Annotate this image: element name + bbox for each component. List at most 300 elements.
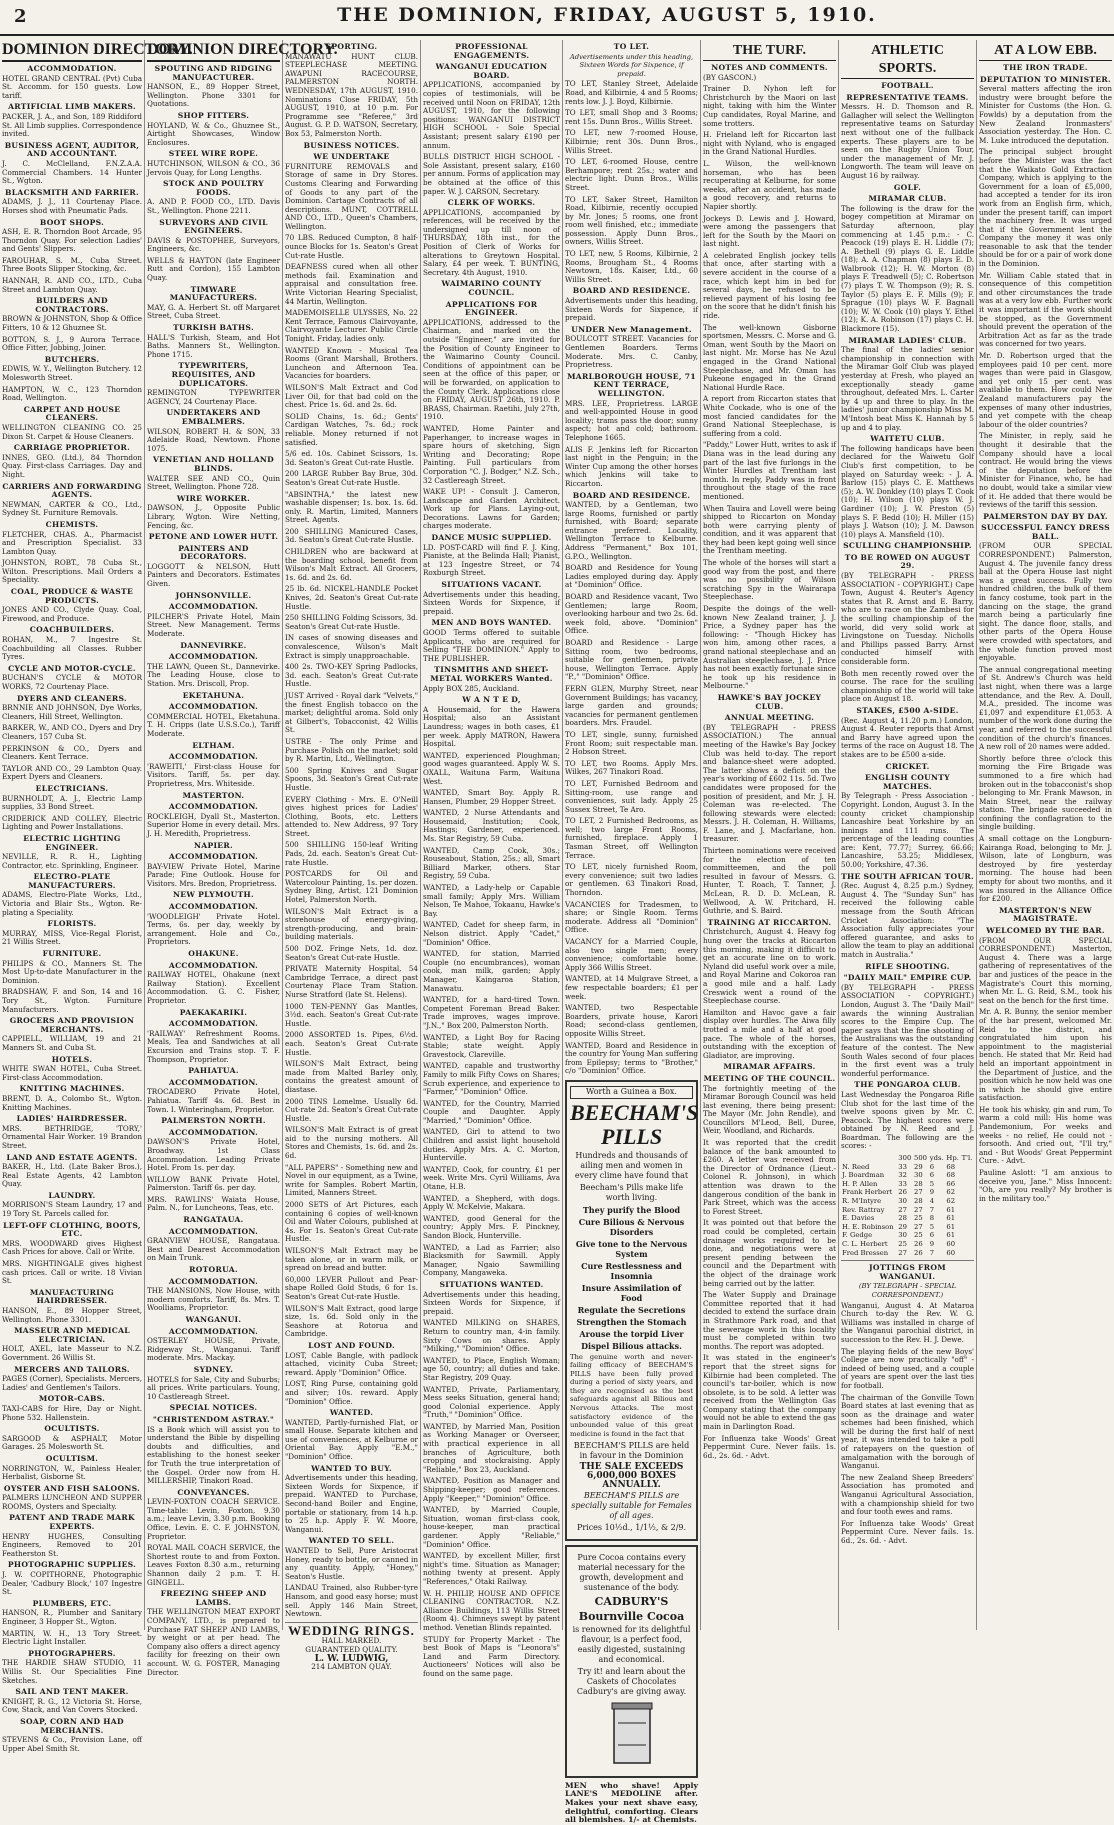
table-row bbox=[841, 1163, 974, 1172]
entry-heading: STEEL WIRE ROPE. bbox=[168, 149, 259, 159]
score-cell: 27 bbox=[898, 1205, 907, 1214]
entry-text: The principal subject brought before the Minister was the fact that the Waikato Gold Extraction Company, which is applying to the Government for a loan of £5,000, had accepted a tender for its iron work from an English firm, which, under the present tariff, can import the machinery free. It was urged that if the Government lent the Company the money it was only reasonable to ask that the tender should be for or a pair of work done in the Dominion. bbox=[979, 147, 1112, 269]
entry-text: HUTCHINSON, WILSON & CO., 36 Jervois Quay, for Long Lengths. bbox=[147, 158, 280, 177]
entry-heading: FURNITURE. bbox=[42, 949, 102, 959]
wedding-rings-title: WEDDING RINGS. bbox=[288, 1622, 415, 1638]
entry-text: 2000 ASSORTED 1s. Pipes, 6½d. each. Seaton's Great Cut-rate Hustle. bbox=[285, 1030, 418, 1057]
entry-text: (Rec. August 4, 11.20 p.m.) London, August 4. Reuter reports that Arnst and Barry have agreed upon the terms of the race on August 18. The stakes are to be £500 a-side. bbox=[841, 715, 974, 759]
entry-text: ADAMS, Electro-Plate Works, Ltd., Victoria and Blair Sts., Wgton. Re-plating a Speciality. bbox=[2, 890, 142, 917]
entry-heading: PALMERSTON NORTH. bbox=[161, 1116, 266, 1126]
entry-text: W. H. PHILIP, HOUSE AND OFFICE CLEANING CONTRACTOR. N.Z. Alliance Buildings, 113 Willis Street (Room 4). Chimneys swept by patent method. Venetian Blinds repainted. bbox=[423, 1588, 560, 1632]
entry-text: INNES, GEO. (Ltd.), 84 Thorndon Quay. First-class Carriages. Day and Night. bbox=[2, 452, 142, 479]
entry-text: WANTED, experienced Ploughman; good wages guaranteed. Apply W. S. OXALL, Waituna Farm, Waituna West. bbox=[423, 750, 560, 786]
entry-text: LOGGOTT & NELSON, Hutt Painters and Decorators. Estimates Given. bbox=[147, 561, 280, 589]
entry-text: ASH, E. R. Thorndon Boot Arcade, 95 Thorndon Quay. For selection Ladies' and Gents' Slippers. bbox=[2, 227, 142, 254]
entry-heading: SITUATIONS VACANT. bbox=[441, 580, 542, 590]
score-cell: 7 bbox=[929, 1205, 935, 1214]
entry-heading: ACCOMMODATION. bbox=[168, 852, 259, 862]
entry-heading: TYPEWRITERS, REQUISITES, AND DUPLICATORS. bbox=[171, 361, 256, 388]
entry-text: TO LET, 6-roomed House, centre Berhampore; rent 25s.; water and electric light. Dunn Bros., Willis Street. bbox=[565, 157, 698, 192]
entry-text: BURNHOLDT, A. J., Electric Lamp supplies, 33 Bond Street. bbox=[2, 793, 142, 812]
score-cell: 25 bbox=[898, 1240, 907, 1248]
section-intro: Advertisements under this heading, Sixteen Words for Sixpence, if prepaid. bbox=[569, 52, 694, 78]
entry-text: WALTER SEE AND CO., Quin Street, Wellington. Phone 728. bbox=[147, 473, 280, 492]
entry-heading: LEFT-OFF CLOTHING, BOOTS, ETC. bbox=[3, 1220, 141, 1239]
entry-text: MARTIN, W. H., 13 Tory Street. Electric Light Installer. bbox=[2, 1628, 142, 1647]
entry-text: WANTED, Partly-furnished Flat, or small House. Separate kitchen and use of conveniences, at Kelburne or Oriental Bay. Apply "E.M.," "Dominion" Office. bbox=[285, 1417, 418, 1462]
score-cell: 6 bbox=[929, 1162, 935, 1171]
entry-text: BROWN & JOHNSTON, Shop & Office Fitters, 10 & 12 Ghuznee St. bbox=[2, 314, 142, 333]
entry-text: 25 lb. 6d. NICKEL-HANDLE Pocket Knives, 2d. Seaton's Great Cut-rate Hustle. bbox=[285, 584, 418, 611]
entry-text: 1000 TEN-PENNY Gas Mantles, 3½d. each. Seaton's Great Cut-rate Hustle. bbox=[285, 1001, 418, 1028]
entry-text: WANTED, for a hard-tired Town. Competent Foreman Bread Baker. Trade improves, wages improve. "J.N.," Box 200, Palmerston North. bbox=[423, 995, 560, 1030]
entry-heading: CARPET AND HOUSE CLEANERS. bbox=[23, 404, 121, 423]
entry-text: WANTED, Private, Parliamentary, Mess seeks Situation, general hand; good Colonial experience. Apply "Truth," "Dominion" Office. bbox=[423, 1384, 560, 1420]
entry-text: PAGES (Corner), Specialists. Mercers, Ladies' and Gentlemen's Tailors. bbox=[2, 1374, 142, 1392]
entry-heading: COACHBUILDERS. bbox=[29, 625, 115, 635]
cadbury-line: Bournville Cocoa bbox=[578, 1610, 685, 1624]
entry-text: It was stated in the engineer's report that the street signs for Kilbirnie had been completed. The council's tar-boiler, which is now obsolete, is to be sold. A letter was received from the Wellington Gas Company stating that the company would not be able to extend the gas main in Darlington Road. bbox=[703, 1353, 836, 1432]
entry-heading: ACCOMMODATION. bbox=[27, 64, 117, 73]
entry-heading: MASTERTON'S NEW MAGISTRATE. bbox=[999, 905, 1092, 924]
entry-text: A small cottage on the Longburn-Kairanga Road, belonging to Mr. J. Wilson, late of Longburn, was destroyed by fire yesterday morning. The house had been empty for about two months, and it was insured in the Alliance Office for £200. bbox=[979, 834, 1112, 904]
entry-text: BOARD and Residence - Large Sitting room, two bedrooms, suitable for gentlemen, private house, Wellington Terrace. Apply "P.," "Dominion" Office. bbox=[565, 638, 698, 682]
ads-list bbox=[285, 53, 418, 1619]
entry-heading: SURVEYORS AND CIVIL ENGINEERS. bbox=[159, 217, 268, 236]
entry-text: The Minister, in reply, said he thought it desirable that the Company should have a local contract. He would bring the views of the deputation before the Minister for Finance, who, he had no doubt, would take a similar view of it. He added that there would be reviews of the tariff this session. bbox=[979, 431, 1112, 510]
entry-text: EDWIS, W. Y., Wellington Butchery. 12 Molesworth Street. bbox=[2, 364, 142, 382]
entry-heading: BOARD AND RESIDENCE. bbox=[572, 286, 691, 296]
entry-text: BUCHAN'S CYCLE & MOTOR WORKS, 72 Courtenay Place. bbox=[2, 673, 142, 691]
entry-text: JONES AND CO., Clyde Quay. Coal, Firewood, and Produce. bbox=[2, 605, 142, 623]
entry-text: 200 LARGE Rubber Bay Brue, 30d. Seaton's Great Cut-rate Hustle. bbox=[285, 469, 418, 487]
entry-heading: ANNUAL MEETING. bbox=[724, 713, 815, 723]
entry-heading: W A N T E D, bbox=[462, 695, 521, 705]
entry-heading: LAND AND ESTATE AGENTS. bbox=[6, 1152, 138, 1162]
entry-text: (Rec. August 4, 8.25 p.m.) Sydney, August 4. The "Sunday Sun" has received the following cable message from the South African Cricket Association: "The Association fully appreciates your offered guarantee, and asks to allow the team to play an additional match in Australia." bbox=[841, 881, 974, 959]
entry-text: TO LET, Stanley Street, Adelaide Road, and Kilbirnie, 4 and 5 Rooms; rents low. J. J. Boyd, Kilbirnie. bbox=[565, 79, 698, 106]
entry-text: WELLS & HAYTON (late Engineer Rutt and Cordon), 155 Lambton Quay. bbox=[147, 255, 280, 283]
entry-heading: TRAINING AT RICCARTON. bbox=[707, 917, 832, 927]
beecham-line: Give tone to the Nervous System bbox=[575, 1238, 688, 1259]
entry-text: WANTED, capable and trustworthy Family to milk Fifty Cows on Shares; Scrub experience, and experience to "Farmer," "Dominion" Office. bbox=[423, 1061, 560, 1097]
entry-heading: ROTORUA. bbox=[189, 1265, 238, 1275]
entry-heading: TO BE ROWED ON AUGUST 29. bbox=[844, 552, 971, 571]
entry-text: WANTED, two Respectable Boarders, private house, Karori Road; second-class gentlemen, opposite Willis Street. bbox=[565, 1003, 698, 1038]
entry-text: HAMPTON, W. C., 123 Thorndon Road, Wellington. bbox=[2, 384, 142, 403]
jotting-paragraph: The playing fields of the new Boys' College are now practically "off" - indeed of being used, and a couple of years are spent over the last ties for football. bbox=[841, 1346, 974, 1390]
entry-heading: WANTED TO BUY. bbox=[311, 1463, 392, 1473]
entry-heading: WANTED TO SELL. bbox=[308, 1536, 395, 1546]
entry-text: Despite the doings of the well-known New Zealand trainer, J. J. Price, a Sydney paper has the following: - "Though Hickey has won him, among other races, a grand national steeplechase and an Australian steeplechase, J. J. Price has not been exactly fortunate since he took up his residence in Melbourne." bbox=[703, 604, 836, 691]
entry-text: IS a Book which will assist you to understand the Bible by dispelling doubts and difficulties, and establishing to the honest seeker for Truth the true interpretation of the Gospel. Order now from H. MILLERSHIP, Tinakori Road. bbox=[147, 1424, 280, 1486]
entry-text: WANTED, a Lad as Farrier; also Blacksmith for Sawmill. Apply Manager, Ngaio Sawmilling Company, Mangaweka. bbox=[423, 1242, 560, 1278]
score-cell: 30 bbox=[914, 1171, 923, 1180]
athletic-list bbox=[841, 82, 974, 1151]
beecham-line: Dispel Bilious attacks. bbox=[581, 1340, 682, 1351]
entry-text: FERN GLEN, Murphy Street, near Government Buildings; has vacancy, large garden and grounds; vacancies for permanent gentlemen boarders. Mrs. Fraudel. bbox=[565, 683, 698, 728]
entry-text: Christchurch, August 4. Heavy fog hung over the tracks at Riccarton this morning, making it difficult to get an accurate line on to work. Nyland did useful work over a mile, and Royal Marine and Cokoroa ran a good mile and a half. Lady Creswick went a round of the Steeplechase course. bbox=[703, 927, 836, 1006]
entry-heading: FLORISTS. bbox=[47, 919, 97, 929]
entry-text: WANTED MILKING on SHARES, Return to country man, 4-in family. Sixty Cows on shares. Apply "Milking," "Dominion" Office. bbox=[423, 1318, 560, 1354]
entry-text: ROHAN, M., 7 Ingestre St. Coachbuilding all Classes. Rubber Tyres. bbox=[2, 635, 142, 662]
entry-text: VACANCY for a Married Couple, also two single men; every convenience; comfortable home. Apply 366 Willis Street. bbox=[565, 937, 698, 972]
entry-text: ROCKLEIGH, Dyall St., Masterton. Superior Home in every detail. Mrs. J. H. Meredith, Proprietress. bbox=[147, 811, 280, 838]
entry-text: WILSON'S Malt Extract and Cod Liver Oil, for that bad cold on the chest. Price 1s. 6d. and 2s. 6d. bbox=[285, 382, 418, 410]
table-row bbox=[841, 1180, 974, 1189]
entry-text: J. W. COPITHORNE, Photographic Dealer, 'Cadbury Block,' 107 Ingestre St. bbox=[2, 1570, 142, 1597]
entry-heading: OHAKUNE. bbox=[188, 949, 239, 959]
entry-text: Shortly before three o'clock this morning the Fire Brigade was summoned to a fire which had broken out in the tobacconist's shop belonging to Mr. Frank Mawson, in Main Street, near the railway station. The brigade succeeded in confining the conflagration to the single building. bbox=[979, 753, 1112, 832]
entry-heading: NOTES AND COMMENTS. bbox=[711, 63, 828, 72]
entry-heading: SCULLING CHAMPIONSHIP. bbox=[843, 541, 972, 551]
entry-text: BARKER, W., AND CO., Dyers and Dry Cleaners, 157 Cuba St. bbox=[2, 723, 142, 741]
entry-text: (FROM OUR SPECIAL CORRESPONDENT.) Masterton, August 4. There was a large gathering of representatives of the bar and justices of the peace in the Magistrate's Court this morning, when Mr. L. G. Reid, S.M., took his seat on the bench for the first time. bbox=[979, 935, 1112, 1005]
wedding-rings-addr: 214 LAMBTON QUAY. bbox=[311, 1662, 392, 1672]
table-row bbox=[841, 1249, 974, 1258]
entry-heading: DYERS AND CLEANERS. bbox=[17, 693, 127, 703]
entry-text: WILSON'S Malt Extract, good large size, 1s. 6d. Sold only in the Seashore at Rotorua and Cambridge. bbox=[285, 1303, 418, 1339]
entry-heading: RIFLE SHOOTING. bbox=[865, 961, 950, 971]
entry-heading: ELECTRO-PLATE MANUFACTURERS. bbox=[28, 872, 116, 890]
column-to-let bbox=[563, 40, 701, 1825]
entry-text: Mr. William Cable stated that in consequence of this competition and other circumstances the trade was at a very low ebb. Further work it was important if the work should be stopped, as the Government should prevent the operation of the Arbitration Act as far as the trade was concerned for two years. bbox=[979, 270, 1112, 349]
entry-text: LOST, Cable Bangle, with padlock attached, vicinity Cuba Street; reward. Apply "Dominion" Office. bbox=[285, 1350, 418, 1377]
entry-text: BAY-VIEW Private Hotel, Marine Parade; Fine Outlook. House for Visitors. Mrs. Bredon, Proprietress. bbox=[147, 861, 280, 888]
entry-text: NEVILLE, R. R. H., Lighting Contractor, etc. Sprinkling, Engineer. bbox=[2, 852, 142, 870]
score-cell: 27 bbox=[898, 1248, 907, 1257]
entry-text: 500 SHILLING 150-leaf Writing Pads, 2d. each. Seaton's Great Cut-rate Hustle. bbox=[285, 840, 418, 867]
entry-heading: LADIES' HAIRDRESSER. bbox=[16, 1114, 128, 1124]
entry-heading: "CHRISTENDOM ASTRAY." bbox=[152, 1414, 275, 1424]
entry-heading: TINSMITHS AND SHEET-METAL WORKERS Wanted. bbox=[430, 665, 553, 683]
score-cell: Fred Bressen bbox=[842, 1248, 889, 1257]
score-cell: 29 bbox=[914, 1162, 923, 1171]
entry-text: WANTED, at 14 Mulgrave Street, a few respectable boarders; £1 per week. bbox=[565, 974, 698, 1001]
entry-heading: ACCOMMODATION. bbox=[168, 1127, 259, 1137]
entry-text: For Influenza take Woods' Great Peppermint Cure. Never fails. 1s. 6d., 2s. 6d. - Advt. bbox=[703, 1433, 836, 1460]
wedding-rings-sub2: GUARANTEED QUALITY. bbox=[305, 1644, 398, 1654]
entry-text: STEVENS & Co., Provision Lane, off Upper Abel Smith St. bbox=[2, 1735, 142, 1753]
entry-text: WANTED, good General for the country; Apply Mrs. F. Pinckney, Sandon Block, Hunterville. bbox=[423, 1213, 560, 1240]
entry-text: PALMERS LUNCHEON AND SUPPER ROOMS, Oysters and Specialty. bbox=[2, 1493, 142, 1511]
beecham-line: Beecham's Pills make life worth living. bbox=[579, 1182, 684, 1202]
entry-heading: APPLICATIONS FOR ENGINEER. bbox=[445, 299, 538, 318]
entry-heading: SITUATIONS WANTED. bbox=[439, 1279, 544, 1289]
entry-text: KNIGHT, R. G., 12 Victoria St. Horse, Cow, Stack, and Van Covers Stocked. bbox=[2, 1696, 142, 1715]
entry-text: DAVIS & POSTOPHEE, Surveyors, Engineers, &c. bbox=[147, 235, 280, 254]
entry-text: COMMERCIAL HOTEL, Eketahuna. T. H. Cripps (late U.S.S.Co.), Tariff Moderate. bbox=[147, 711, 280, 738]
entry-text: TROCADERO Private Hotel, Pahiatua. Tariff 4s. 6d. Best in Town. I. Winteringham, Proprietor. bbox=[147, 1087, 280, 1114]
entry-text: 500 Spring Knives and Sugar Spoons, 3d. Seaton's Great Cut-rate Hustle. bbox=[285, 765, 418, 792]
entry-heading: CHEMISTS. bbox=[45, 519, 99, 529]
entry-text: MRS. WOODWARD gives Highest Cash Prices for above. Call or Write. bbox=[2, 1238, 142, 1257]
entry-heading: MEETING OF THE COUNCIL. bbox=[703, 1073, 836, 1083]
entry-heading: ACCOMMODATION. bbox=[168, 602, 259, 612]
news-list bbox=[979, 64, 1112, 1203]
beecham-price: Prices 10½d., 1/1½, & 2/9. bbox=[576, 1523, 687, 1533]
entry-text: RAILWAY HOTEL, Ohakune (next Railway Station). Excellent Accommodation. G. C. Fisher, Proprietor. bbox=[147, 970, 280, 1005]
entry-text: By Telegraph - Press Association - Copyright. London, August 3. In the county cricket championship Lancashire beat Yorkshire by an innings and 111 runs. The percentage of the leading counties are: Kent, 77.77; Surrey, 66.66; Lancashire, 53.25; Middlesex, 50.00; Yorkshire, 47.36. bbox=[841, 791, 974, 870]
ads-list bbox=[423, 63, 560, 1678]
directory-title: DOMINION DIRECTORY. bbox=[147, 40, 280, 62]
entry-text: MAY, G. A. Herbert St. off Margaret Street, Cuba Street. bbox=[147, 302, 280, 321]
entry-text: Pauline Aslott: "I am anxious to deceive you, Jane." Miss Innocent: "Oh, are you really? My brother is in the military too." bbox=[979, 1168, 1112, 1203]
entry-text: The fortnightly meeting of the Miramar Borough Council was held last evening, there being present: The Mayor (Mr. John Rendle), and Councillors M'Leod, Bell, Duree, Weir, Woodland, and Richards. bbox=[703, 1083, 836, 1136]
entry-text: L. Wilson, the well-known horseman, who has been recuperating at Kelburne, for some weeks, after an accident, has made a good recovery, and returns to Napier shortly. bbox=[703, 158, 836, 211]
entry-text: MANAWATU HUNT CLUB. STEEPLECHASE MEETING. AWAPUNI RACECOURSE, PALMERSTON NORTH. WEDNESDAY, 17th AUGUST, 1910. Nominations Close FRIDAY, 5th AUGUST, 1910, at 10 p.m. For Programme see "Referee," 3rd August. G. P. D. WATSON, Secretary, Box 53, Palmerston North. bbox=[285, 51, 418, 138]
turf-title: THE TURF. bbox=[703, 42, 836, 61]
entry-heading: DEPUTATION TO MINISTER. bbox=[980, 74, 1111, 84]
entry-heading: ARTIFICIAL LIMB MAKERS. bbox=[8, 102, 136, 112]
entry-heading: SOAP, CORN AND HAD MERCHANTS. bbox=[20, 1716, 124, 1735]
table-row bbox=[841, 1171, 974, 1180]
entry-text: BULLS DISTRICT HIGH SCHOOL - Sole Assistant, present salary, £160 per annum. Forms of application may be obtained at the office of this paper. W. J. CARSON, Secretary. bbox=[423, 152, 560, 196]
column-directory-2 bbox=[145, 40, 338, 1677]
score-cell: 28 bbox=[914, 1197, 923, 1206]
entry-text: BRNNIE AND JOHNSON, Dye Works, Cleaners, Hill Street, Wellington. bbox=[2, 703, 142, 721]
entry-heading: WELCOMED BY THE BAR. bbox=[986, 926, 1105, 935]
entry-text: USTRE - The only Prime and Purchase Polish on the market; sold by R. Martin, Ltd., Wellington. bbox=[285, 736, 418, 764]
entry-heading: EKETAHUNA. bbox=[182, 690, 245, 700]
entry-text: "ABSINTHA," the latest new washable dispenser; 1s. box. 1s. 6d. only. R. Martin, Limited, Manners Street. Agents. bbox=[285, 489, 418, 525]
score-cell: 6 bbox=[929, 1231, 935, 1240]
entry-text: HOTELS for Sale, City and Suburbs; all prices. Write particulars. Young, 10 Castlereagh Street. bbox=[147, 1374, 280, 1401]
entry-text: (BY TELEGRAPH - PRESS ASSOCIATION - COPYRIGHT.) London, August 3. The "Daily Mail" awards the winning Australian scores to the Empire Cup. The paper says that the fine shooting of the Australians was the outstanding feature of the contest. The New South Wales second of four places in the first event was a truly wonderful performance. bbox=[841, 982, 974, 1078]
entry-heading: "DAILY MAIL" EMPIRE CUP. bbox=[843, 973, 972, 983]
entry-text: TO LET, single, sunny, furnished Front Room; suit respectable man. 2 Hobson Street. bbox=[565, 729, 698, 757]
beecham-line: Cure Bilious & Nervous Disorders bbox=[578, 1216, 685, 1237]
entry-text: TO LET, new 7-roomed House, Kilbirnie; rent 30s. Dunn Bros., Willis Street. bbox=[565, 128, 698, 155]
entry-heading: HAWKE'S BAY JOCKEY CLUB. bbox=[717, 692, 822, 711]
entry-text: APPLICATIONS, accompanied by references, will be received by the undersigned up till noon of THURSDAY, 18th inst., for the Position of Clerk of Works for alterations to Greytown Hospital. Salary, £4 per week. T. BUNTING, Secretary. 4th August, 1910. bbox=[423, 207, 560, 277]
beecham-claim: BEECHAM'S PILLS are held in favour in the Dominion bbox=[573, 1441, 690, 1461]
entry-text: J. C. McClelland, F.N.Z.A.A. Commercial Chambers. 14 Hunter St., Wgton. bbox=[2, 158, 142, 186]
score-cell: 30 bbox=[898, 1231, 907, 1240]
entry-text: ALIS F. Jenkins left for Riccarton last night in the Penguin; in the Winter Cup among the other horses which Jenkins will take to Riccarton. bbox=[565, 444, 698, 488]
entry-heading: VENETIAN AND HOLLAND BLINDS. bbox=[152, 455, 275, 473]
entry-heading: GROCERS AND PROVISION MERCHANTS. bbox=[9, 1016, 135, 1034]
beecham-line: Strengthen the Stomach bbox=[576, 1316, 687, 1327]
entry-heading: CONVEYANCES. bbox=[177, 1487, 250, 1497]
entry-text: HANSON, E., 89 Hopper Street, Wellington. Phone 3301 for Quotations. bbox=[147, 82, 280, 109]
jotting-paragraph: The new Zealand Sheep Breeders' Association has promoted and Wanganui Agricultural Association, with a championship shield for two and four tooth ewes and rams. bbox=[841, 1472, 974, 1517]
entry-text: The well-known Gisborne sportsmen, Messrs. C. Morse and G. Oman, went South by the Maori on last night. Mr. Morse has Ne Azul engaged in the Grand National Steeplechase, and Mr. Oman has Pukeone engaged in the Grand National Hurdle Race. bbox=[703, 322, 836, 392]
entry-heading: MASSEUR AND MEDICAL ELECTRICIAN. bbox=[14, 1326, 130, 1344]
column-professional bbox=[421, 40, 563, 1678]
entry-heading: ELTHAM. bbox=[192, 740, 235, 750]
entry-text: TO LET, nicely furnished Room, every convenience; suit two ladies or gentlemen. 63 Tinakori Road, Thorndon. bbox=[565, 862, 698, 898]
table-row bbox=[841, 1188, 974, 1197]
entry-heading: MIRAMAR AFFAIRS. bbox=[723, 1062, 816, 1072]
entry-text: MORRISON'S Steam Laundry, 17 and 19 Tory St. Parcels called for. bbox=[2, 1200, 142, 1219]
entry-heading: PETONE AND LOWER HUTT. bbox=[148, 532, 279, 542]
entry-heading: PHOTOGRAPHERS. bbox=[28, 1648, 116, 1658]
entry-heading: ELECTRIC LIGHTING ENGINEER. bbox=[23, 833, 121, 852]
entry-heading: GOLF. bbox=[893, 182, 922, 192]
entry-heading: BUTCHERS. bbox=[44, 354, 100, 364]
entry-text: WANTED, to Place, English Woman; age 50, country; all duties and take. Star Registry, 209 Quay. bbox=[423, 1355, 560, 1382]
entry-heading: MIRAMAR LADIES' CLUB. bbox=[848, 335, 967, 345]
score-cell: 26 bbox=[914, 1240, 923, 1248]
entry-text: MRS. NIGHTINGALE gives highest cash prices. Call or write. 18 Vivian St. bbox=[2, 1259, 142, 1286]
entry-text: FLETCHER, CHAS. A., Pharmacist and Prescription Specialist. 33 Lambton Quay. bbox=[2, 529, 142, 556]
entry-text: VACANCIES for Tradesmen, to share; or Single Room. Terms moderate. Address all "Dominion" Office. bbox=[565, 899, 698, 935]
beecham-line: Cure Restlessness and Insomnia bbox=[581, 1260, 682, 1281]
entry-heading: BOOT SHOPS. bbox=[39, 217, 105, 227]
entry-text: WANTED, Smart Boy. Apply R. Hansen, Plumber, 29 Hopper Street. bbox=[423, 788, 560, 806]
entry-text: WANTED, Cadet for sheep farm, in Nelson district. Apply "Cadet," "Dominion" Office. bbox=[423, 920, 560, 947]
score-cell: 9 bbox=[929, 1240, 935, 1248]
entry-text: HANSON, E., 89 Hopper Street, Wellington. Phone 3301. bbox=[2, 1306, 142, 1324]
entry-text: 250 SHILLING Folding Scissors, 3d. Seaton's Great Cut-rate Hustle. bbox=[285, 613, 418, 631]
entry-text: The following handicaps have been declared for the Waiwetu Golf Club's first competition, to be played on Saturday week: - J. A. Barlow (15) plays C. E. Matthews (5); A. W. Donkley (10) plays T. Cook (10); H. Wilson (10) plays W. J. Gardiner (10); J. W. Preston (5) plays S. F. Bedd (10); H. Miller (15) plays J. Watson (10); J. M. Dawson (10) plays A. Mansfield (10). bbox=[841, 443, 974, 539]
entry-text: When Tauira and Lovell were being shipped to Riccarton on Monday both were carrying plenty of condition, and it was apparent that they had been kept going well since the Trentham meeting. bbox=[703, 503, 836, 556]
entry-text: 200 SHILLING Manicured Cases, 3d. Seaton's Great Cut-rate Hustle. bbox=[285, 526, 418, 545]
entry-heading: ACCOMMODATION. bbox=[168, 652, 259, 662]
jotting-paragraph: The chairman of the Gonville Town Board states at last evening that as soon as the drainage and water schemes had been finished, which will be during the first half of next year, it was intended to take a poll of ratepayers on the question of amalgamation with the borough of Wanganui. bbox=[841, 1392, 974, 1471]
entry-text: WELLINGTON CLEANING CO. 25 Dixon St. Carpet & House Cleaners. bbox=[2, 422, 142, 441]
table-row bbox=[841, 1231, 974, 1240]
entry-text: SOLID Chains, 1s. 6d.; Gents' Cardigan Watches, 7s. 6d.; rock reliable. Money returned if not satisfied. bbox=[285, 411, 418, 447]
score-cell: 28 bbox=[914, 1179, 923, 1188]
entry-text: Advertisements under this heading, Sixteen Words for Sixpence, if prepaid. bbox=[423, 1289, 560, 1316]
entry-heading: SYDNEY. bbox=[193, 1364, 234, 1374]
rifle-score-table bbox=[841, 1154, 974, 1257]
entry-heading: PATENT AND TRADE MARK EXPERTS. bbox=[9, 1513, 135, 1532]
entry-text: BOARD and Residence for Young Ladies employed during day. Apply at "Dominion" Office. bbox=[565, 563, 698, 590]
score-cell: 61 bbox=[946, 1205, 956, 1214]
entry-heading: SHOP FITTERS. bbox=[177, 110, 250, 120]
entry-heading: JOHNSONVILLE. bbox=[175, 590, 252, 600]
entry-heading: FOOTBALL. bbox=[881, 81, 934, 90]
entry-text: WANTED, for the Country, Married Couple and Daughter. Apply "Married," "Dominion" Office. bbox=[423, 1098, 560, 1125]
entry-text: WANTED, a Light Boy for Racing Stable; state weight. Apply Gravestock, Clareville. bbox=[423, 1032, 560, 1059]
entry-text: (BY TELEGRAPH - PRESS ASSOCIATION - COPYRIGHT.) Cape Town, August 4. Reuter's Agency states that R. Arnst and E. Barry, who are to race on the Zambesi for the sculling championship of the world, did very solid work at Livingstone on Tuesday. Nicholls and Phillips passed Barry. Arnst conducted himself with considerable form. bbox=[841, 571, 974, 666]
entry-text: TO LET, 2 Furnished Bedrooms, as well; two large Front Rooms, furnished, fireplace. Apply 1 Tasman Street, off Wellington Terrace. bbox=[565, 816, 698, 860]
entry-heading: WANGANUI EDUCATION BOARD. bbox=[435, 62, 548, 80]
cocoa-tin-icon bbox=[602, 1699, 662, 1769]
cadbury-line: is renowned for its delightful flavour, is a perfect food, easily digested, sustaining and economical. bbox=[572, 1625, 691, 1665]
entry-heading: CARRIERS AND FORWARDING AGENTS. bbox=[2, 481, 142, 500]
score-cell: 60 bbox=[946, 1240, 956, 1248]
score-cell: 62 bbox=[946, 1197, 956, 1206]
score-cell: H. E. Robinson bbox=[842, 1222, 894, 1231]
entry-heading: MOTOR-CABS. bbox=[38, 1394, 106, 1404]
entry-text: GRANVIEW HOUSE, Rangataua. Best and Dearest Accommodation on Main Trunk. bbox=[147, 1236, 280, 1263]
entry-text: BRENT, D. A., Colombo St., Wgton. Knitting Machines. bbox=[2, 1093, 142, 1112]
table-row bbox=[841, 1206, 974, 1215]
entry-heading: KNITTING MACHINES. bbox=[19, 1084, 125, 1094]
directory-title: DOMINION DIRECTORY. bbox=[2, 40, 142, 62]
entry-text: WANTED, Cook, for country, £1 per week. Write Mrs. Cyril Williams, Ava Otane, H.B. bbox=[423, 1164, 560, 1192]
entry-text: TO LET, Saker Street, Hamilton Road, Kilbirnie, recently occupied by Mr. Jones; 5 rooms, one front room well finished, etc.; immediate possession. Apply Dunn Bros., owners, Willis Street. bbox=[565, 194, 698, 247]
score-cell: E. Davies bbox=[842, 1214, 875, 1223]
entry-heading: THE SOUTH AFRICAN TOUR. bbox=[841, 871, 974, 881]
entry-heading: OYSTER AND FISH SALOONS. bbox=[3, 1483, 141, 1493]
entry-text: 400 2s. TWO-KEY Spring Padlocks, 3d. each. Seaton's Great Cut-rate Hustle. bbox=[285, 662, 418, 689]
beecham-name: BEECHAM'S bbox=[570, 1099, 699, 1125]
score-cell: 33 bbox=[898, 1179, 907, 1188]
entry-text: It was pointed out that before the road could be completed, certain drainage works required to be done, and negotiations were at present pending between the council and the Department with the object of the drainage work being carried out by the latter. bbox=[703, 1218, 836, 1288]
entry-heading: THE IRON TRADE. bbox=[1003, 63, 1088, 72]
entry-text: TO LET, small Shop and 3 Rooms; rent 15s. Dunn Bros., Willis Street. bbox=[565, 108, 698, 126]
entry-text: TO LET, Furnished Bedroom and Sitting-room, use range and conveniences, suit lady. Apply 25 Sussex Street, Te Aro. bbox=[565, 778, 698, 814]
entry-text: PHILIPS & CO., Manners St. The Most Up-to-date Manufacturer in the Dominion. bbox=[2, 958, 142, 985]
score-cell: 9 bbox=[929, 1188, 935, 1197]
score-cell: 60 bbox=[946, 1248, 956, 1257]
entry-heading: PAHIATUA. bbox=[188, 1066, 239, 1076]
entry-text: CRIDERICK AND COLLEY, Electric Lighting and Power Installations. bbox=[2, 813, 142, 832]
entry-text: WANTED to Sell, Pure Aristocrat Honey, ready to bottle, or canned in any quantity. Apply, "Honey," Seaton's Hustle. bbox=[285, 1546, 418, 1581]
entry-text: (FROM OUR SPECIAL CORRESPONDENT.) Palmerston, August 4. The juvenile fancy dress ball at the Opera House last night was a great success. Fully two hundred children, the bulk of them in fancy costume, took part in the dancing on the stage, the grand march being a particularly fine sight. The dance floor, stalls, and other parts of the Opera House were crowded with spectators, and the whole function proved most enjoyable. bbox=[979, 541, 1112, 663]
entry-text: The final of the ladies' senior championship in connection with the Miramar Golf Club was played yesterday at Fresh, who played an exceptionally steady game throughout, defeated Mrs. L. Carter by 4 up and three to play. In the ladies' junior championship Miss M. M'Intosh beat Miss K. Hannah by 5 up and 4 to play. bbox=[841, 345, 974, 432]
score-cell: 5 bbox=[929, 1179, 935, 1188]
entry-text: HANSON, R., Plumber and Sanitary Engineer, 3 Hopper St., Wgton. bbox=[2, 1608, 142, 1626]
entry-text: MADEMOISELLE ULYSSES, No. 22 Kent Terrace, Famous Clairvoyante, Clairvoyante Lecturer. Public Circle Tonight. Friday, ladies only. bbox=[285, 308, 418, 343]
entry-text: REMINGTON TYPEWRITER AGENCY, 24 Courtenay Place. bbox=[147, 388, 280, 406]
entry-text: THE HARDIE SHAW STUDIO, 11 Willis St. Our Specialities Fine Sketches. bbox=[2, 1658, 142, 1685]
entry-text: MURRAY, MISS, Vice-Regal Florist, 21 Willis Street. bbox=[2, 928, 142, 947]
entry-heading: MASTERTON. bbox=[182, 790, 245, 800]
column-sporting bbox=[283, 40, 421, 1672]
entry-text: POSTCARDS for Oil and Watercolour Painting, 1s. per dozen. Sydney Bing, Artist, 121 Dominion Hotel, Palmerston North. bbox=[285, 869, 418, 905]
entry-heading: PAINTERS AND DECORATORS. bbox=[178, 543, 249, 562]
entry-heading: WAIMARINO COUNTY COUNCIL. bbox=[441, 279, 542, 298]
entry-heading: ACCOMMODATION. bbox=[168, 802, 259, 812]
entry-heading: OCULTISM. bbox=[45, 1453, 99, 1463]
entry-text: GOOD Terms offered to suitable Applicants, who are required for Selling "THE DOMINION." Apply to THE PUBLISHER. bbox=[423, 628, 560, 663]
score-cell: Rev. Rattray bbox=[842, 1205, 885, 1214]
entry-text: THE LAWN, Queen St., Dannevirke. The Leading House, close to Station. Mrs. Driscoll, Prop. bbox=[147, 661, 280, 688]
entry-text: Hamilton and Havoc gave a fair display over hurdles. The Aiwa filly trotted a mile and a half at good pace. The whole of the horses, outstanding with the exception of Gladiator, are improving. bbox=[703, 1007, 836, 1060]
entry-text: A Housemaid, for the Hawera Hospital; also an Assistant Laundress; wages in both cases, £1 per week. Apply MATRON, Hawera Hospital. bbox=[423, 704, 560, 749]
entry-text: JUST Arrived - Royal dark "Velvets," the finest English tobacco on the market; delightful aroma. Sold only at Gilbert's, Tobacconist, 42 Willis St. bbox=[285, 690, 418, 735]
section-heading: PROFESSIONAL ENGAGEMENTS. bbox=[453, 42, 530, 60]
entry-text: BOTTON, S. J., 9 Aurora Terrace. Office Fitter, Jobbing, Joiner. bbox=[2, 334, 142, 353]
entry-heading: WANTED. bbox=[329, 1408, 374, 1418]
beecham-line: Regulate the Secretions bbox=[577, 1304, 686, 1315]
entry-text: CAPPIELL, WILLIAM, 19 and 21 Manners St. and Cuba St. bbox=[2, 1034, 142, 1052]
score-cell: H. P. Allen bbox=[842, 1179, 878, 1188]
entry-text: CHILDREN who are backward at the boarding school, benefit from Wilson's Malt Extract. All Grocers, 1s. 6d. and 2s. 6d. bbox=[285, 547, 418, 582]
entry-heading: MIRAMAR CLUB. bbox=[868, 194, 947, 204]
entry-text: WILLOW BANK Private Hotel, Palmerston. Tariff 6s. per day. bbox=[147, 1174, 280, 1193]
score-header-cell: yds. bbox=[929, 1154, 944, 1163]
score-cell: 61 bbox=[946, 1222, 956, 1231]
entry-text: 'RAWEITI,' First-class House for Visitors. Tariff, 5s. per day. Proprietress, Mrs. Whiteside. bbox=[147, 761, 280, 788]
entry-heading: WIRE WORKER. bbox=[176, 493, 251, 503]
entry-text: WANTED, by a Gentleman, two large Rooms, furnished or partly furnished, with Board; separate entrance preferred. Locality, Wellington Terrace to Kelburne. Address "Permanent," Box 101, G.P.O., Wellington. bbox=[565, 500, 698, 561]
entry-text: WANTED, Girl to attend to two Children and assist light household duties. Apply Mrs. A. C. Morton, Hunterville. bbox=[423, 1127, 560, 1163]
entry-heading: RANGATAUA. bbox=[183, 1215, 244, 1225]
entry-text: ADAMS, J. J., 11 Courtenay Place. Horses shod with Pneumatic Pads. bbox=[2, 197, 142, 215]
cadbury-line: Pure Cocoa contains every material necessary for the growth, development and sustenance of the body. bbox=[577, 1553, 686, 1593]
beecham-line: Insure Assimilation of Food bbox=[581, 1282, 682, 1303]
score-cell: 7 bbox=[929, 1248, 935, 1257]
score-cell: 61 bbox=[946, 1231, 956, 1240]
score-cell: F. Gedge bbox=[842, 1231, 873, 1240]
entry-text: JOHNSTON, ROBT., 78 Cuba St., Wilton. Prescriptions. Mail Orders a Speciality. bbox=[2, 558, 142, 585]
entry-text: LOST, Ring Purse, containing gold and silver; 10s. reward. Apply "Dominion" Office. bbox=[285, 1379, 418, 1406]
entry-text: WANTED, a Lady-help or Capable small family; Apply Mrs. William Nelson, Te Mahoe, Tokaanu, Hawke's Bay. bbox=[423, 883, 560, 918]
entry-heading: PLUMBERS, ETC. bbox=[32, 1598, 112, 1608]
entry-heading: CYCLE AND MOTOR-CYCLE. bbox=[8, 663, 136, 673]
entry-heading: OCULTISTS. bbox=[44, 1424, 100, 1434]
entry-heading: ACCOMMODATION. bbox=[168, 960, 259, 970]
entry-text: APPLICATIONS, accompanied by copies of testimonials, will be received until Noon on FRIDAY, 12th AUGUST, 1910, for the following positions: WANGANUI DISTRICT HIGH SCHOOL - Sole Special Assistant; present salary £190 per annum. bbox=[423, 80, 560, 150]
entry-heading: PHOTOGRAPHIC SUPPLIES. bbox=[7, 1560, 137, 1570]
